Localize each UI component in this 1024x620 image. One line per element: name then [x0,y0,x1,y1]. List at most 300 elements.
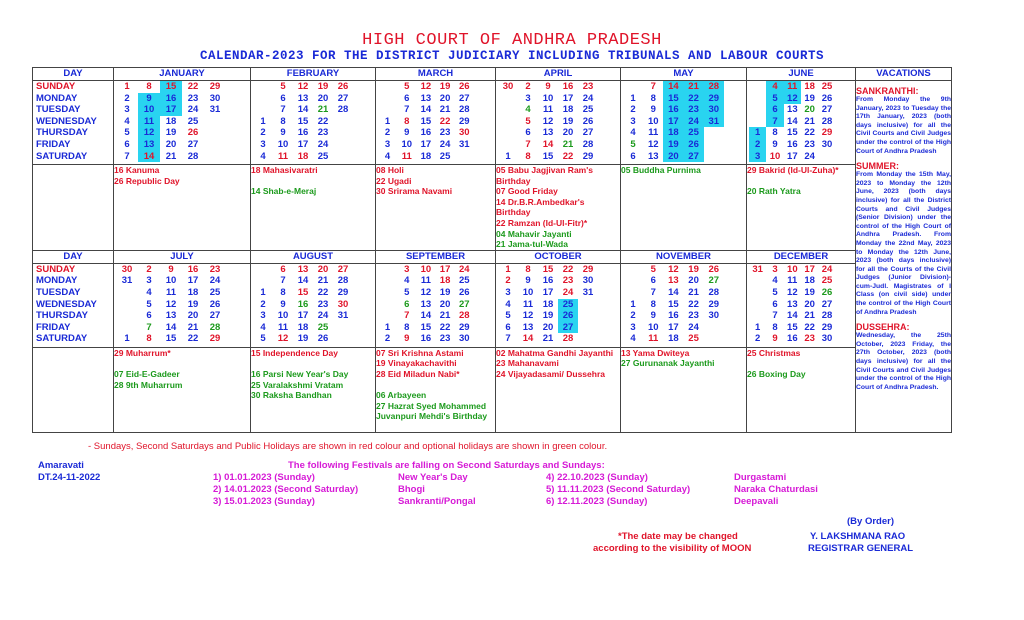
vacations-panel [856,81,952,433]
date-cell [498,127,518,139]
date-cell: 18 [297,321,309,333]
date-cell: 16 [187,263,199,275]
date-cell: 19 [165,127,177,139]
date-cell: 30 [704,104,724,116]
date-cell: 20 [804,298,815,310]
holiday-entry: 23 Mahanavami [496,358,559,369]
date-cell: 17 [297,138,309,150]
date-cell: 5 [766,93,783,105]
holiday-entry: 27 Gurunanak Jayanthi [621,358,715,369]
date-cell [749,116,766,128]
date-cell: 22 [187,333,199,345]
date-cell: 17 [668,321,679,333]
date-cell: 24 [458,263,470,275]
date-cell: 8 [525,263,531,275]
date-cell: 23 [317,298,329,310]
date-cell: 14 [420,310,432,322]
date-cell: 1 [124,333,130,345]
date-cell: 4 [630,333,636,345]
date-cell: 5 [525,115,531,127]
date-cell: 17 [787,150,798,162]
date-cell [704,139,724,151]
date-cell: 13 [542,127,554,139]
holiday-entry [747,176,855,187]
date-cell: 9 [404,333,410,345]
month-grid [621,81,746,162]
month-name: AUGUST [251,250,376,263]
date-cell: 25 [187,115,199,127]
date-cell: 27 [458,92,470,104]
date-cell: 12 [165,298,177,310]
month-name: MAY [621,68,747,81]
page-title: HIGH COURT OF ANDHRA PRADESH [362,31,662,50]
date-cell: 8 [280,286,286,298]
holiday-entry: 21 Jama-tul-Wada [496,239,568,250]
date-cell: 4 [124,115,130,127]
date-cell: 15 [297,115,309,127]
day-name: MONDAY [36,92,78,104]
date-cell [498,139,518,151]
date-cell: 7 [404,310,410,322]
date-cell: 29 [704,93,724,105]
date-cell: 26 [317,333,329,345]
holiday-entry [251,176,375,187]
date-cell: 7 [650,286,656,298]
festival-date: 3) 15.01.2023 (Sunday) [213,496,315,507]
vacation-heading: SANKRANTHI: [856,86,919,96]
holiday-entry: 14 Dr.B.R.Ambedkar's Birthday [496,196,585,218]
date-cell: 1 [260,115,266,127]
date-cell: 19 [804,286,815,298]
date-cell: 9 [772,333,778,345]
day-name: SATURDAY [36,150,88,162]
date-cell: 9 [404,127,410,139]
date-cell: 10 [769,150,781,162]
date-cell [204,116,226,128]
date-cell: 11 [277,321,289,333]
date-cell: 31 [704,116,724,128]
date-cell: 11 [420,275,431,287]
signatory: Y. LAKSHMANA RAO [810,531,906,542]
festival-date: 2) 14.01.2023 (Second Saturday) [213,484,359,495]
date-cell: 31 [121,275,133,287]
date-cell: 25 [683,127,703,139]
date-cell: 5 [505,310,511,322]
holiday-entry: 29 Muharrum* [114,347,171,358]
date-cell: 28 [821,115,833,127]
date-cell: 28 [821,310,833,322]
date-cell: 14 [420,104,432,116]
date-cell [333,127,353,139]
festival-date: 6) 12.11.2023 (Sunday) [546,496,648,507]
date-cell: 25 [821,275,833,287]
date-cell: 8 [650,92,656,104]
date-cell: 21 [187,321,199,333]
date-cell: 1 [505,263,511,275]
holiday-entry: 13 Yama Dwiteya [621,347,690,358]
date-cell: 23 [688,310,699,322]
date-cell: 12 [138,127,160,139]
date-cell: 23 [683,104,703,116]
date-cell: 15 [420,115,432,127]
month-grid [114,264,250,345]
date-cell: 4 [260,321,266,333]
date-cell: 7 [650,81,656,92]
date-cell: 12 [420,286,432,298]
date-cell: 14 [297,104,309,116]
holiday-entry [114,358,250,369]
holiday-list [251,347,376,432]
day-header: DAY [33,68,114,81]
date-cell: 15 [787,127,798,139]
holiday-entry: 18 Mahasivaratri [251,165,318,175]
page-subtitle: CALENDAR-2023 FOR THE DISTRICT JUDICIARY INCLUDING TRIBUNALS AND LABOUR COURTS [199,49,825,63]
date-cell: 22 [688,298,699,310]
date-cell: 2 [630,104,636,116]
date-cell: 13 [297,263,309,275]
holiday-entry: 24 Vijayadasami/ Dussehra [496,368,605,379]
date-cell: 17 [542,286,554,298]
holiday-entry: 04 Mahavir Jayanti [496,228,572,239]
date-cell: 27 [821,104,833,116]
date-cell: 10 [647,321,659,333]
date-cell: 14 [522,333,534,345]
festival-name: Sankranti/Pongal [398,496,476,507]
date-cell: 21 [317,104,329,116]
date-cell: 25 [582,104,594,116]
date-cell: 27 [582,127,594,139]
date-cell: 21 [688,286,699,298]
festival-name: Durgastami [734,472,787,483]
holiday-list [496,347,621,432]
date-cell: 7 [404,104,410,116]
date-cell: 16 [663,104,683,116]
date-cell [253,264,273,276]
date-cell: 15 [160,81,182,93]
date-cell [749,93,766,105]
holiday-entry: 26 Boxing Day [747,368,806,379]
date-cell: 22 [683,93,703,105]
date-cell: 5 [146,298,152,310]
holiday-entry: 16 Kanuma [114,165,160,175]
date-cell: 1 [260,286,266,298]
date-cell [578,333,598,345]
date-cell: 9 [650,310,656,322]
date-cell: 30 [458,127,470,139]
date-cell: 6 [650,275,656,287]
date-cell: 22 [439,115,451,127]
festival-name: Naraka Chaturdasi [734,484,818,495]
date-cell: 9 [138,93,160,105]
holiday-entry: 06 Arbayeen [376,390,427,401]
date-cell: 24 [582,92,594,104]
date-cell: 17 [160,104,182,116]
date-cell: 19 [439,286,451,298]
holiday-list [621,347,747,432]
date-cell [818,151,835,163]
date-cell: 4 [260,150,266,162]
date-cell: 25 [821,81,833,92]
date-cell: 18 [542,298,554,310]
date-cell: 5 [404,81,410,92]
date-cell: 24 [317,138,329,150]
day-name: THURSDAY [36,127,88,139]
date-cell: 3 [525,92,531,104]
holiday-entry: 30 Srirama Navami [376,186,453,197]
date-cell: 17 [297,310,309,322]
date-cell [704,322,724,334]
date-cell: 15 [165,333,177,345]
date-cell: 29 [209,333,221,345]
date-cell: 1 [630,92,636,104]
date-cell [498,116,518,128]
date-cell: 5 [630,138,636,150]
date-cell: 15 [542,263,554,275]
date-cell [704,333,724,345]
date-cell: 13 [787,298,798,310]
holiday-list [496,165,621,251]
date-cell: 26 [337,81,349,92]
month-name: JANUARY [114,68,251,81]
date-cell: 16 [562,81,574,92]
date-cell: 28 [704,81,724,93]
date-cell [116,299,138,311]
date-cell: 1 [749,127,766,139]
date-cell: 6 [505,321,511,333]
date-cell: 15 [420,321,432,333]
date-cell: 16 [668,310,679,322]
date-cell: 30 [821,333,833,345]
date-cell: 1 [630,298,636,310]
date-cell: 12 [522,310,534,322]
date-cell: 30 [708,310,720,322]
date-cell: 5 [280,81,286,92]
date-cell: 22 [804,127,815,139]
date-cell: 1 [384,321,391,333]
date-cell: 25 [558,299,578,311]
date-cell: 20 [804,104,815,116]
date-cell: 13 [138,139,160,151]
date-cell: 27 [708,275,720,287]
holiday-entry: 07 Sri Krishna Astami [376,347,464,358]
date-cell [498,104,518,116]
holiday-entry: 29 Bakrid (Id-Ul-Zuha)* [747,165,839,175]
date-cell: 11 [648,333,659,345]
date-cell: 12 [668,263,679,275]
date-cell: 25 [209,286,221,298]
date-cell: 8 [404,115,410,127]
date-cell: 26 [582,115,594,127]
month-grid [114,81,250,162]
date-cell: 11 [277,150,289,162]
date-cell: 11 [138,116,160,128]
date-cell: 25 [317,321,329,333]
date-cell: 26 [209,298,221,310]
date-cell: 6 [630,150,636,162]
date-cell: 29 [582,150,594,162]
month-name: DECEMBER [747,250,856,263]
date-cell: 19 [297,333,309,345]
month-grid [251,264,375,345]
date-cell: 10 [647,115,659,127]
date-cell: 22 [562,150,574,162]
date-cell: 26 [187,127,199,139]
date-cell: 14 [138,151,160,163]
month-name: OCTOBER [496,250,621,263]
day-names-column [33,263,114,347]
date-cell [333,322,353,334]
date-cell [378,275,397,287]
date-cell [333,116,353,128]
date-cell: 4 [146,286,152,298]
date-cell: 30 [209,92,221,104]
date-cell: 2 [260,298,266,310]
date-cell: 5 [772,286,778,298]
date-cell: 13 [668,275,679,287]
date-cell: 17 [187,275,199,287]
day-header: DAY [33,250,114,263]
date-cell: 3 [260,138,266,150]
date-cell: 19 [804,92,815,104]
date-cell: 8 [525,150,531,162]
holiday-entry: 27 Hazrat Syed Mohammed Juvanpuri Mehdi's Birthday [376,400,488,422]
date-cell: 15 [663,93,683,105]
date-cell: 3 [630,115,636,127]
date-cell: 24 [683,116,703,128]
vacations-header: VACATIONS [856,68,952,81]
date-cell [749,299,766,311]
date-cell [455,151,474,163]
date-cell: 12 [420,81,432,92]
date-cell: 27 [209,310,221,322]
month-grid [747,264,855,345]
date-cell: 20 [317,263,329,275]
date-cell: 16 [297,127,309,139]
holiday-entry: 05 Babu Jagjivan Ram's Birthday [496,165,593,186]
date-cell: 2 [384,127,391,139]
date-cell: 10 [277,310,289,322]
date-cell: 30 [121,263,133,275]
date-cell: 7 [280,275,286,287]
holiday-entry: 05 Buddha Purnima [621,165,701,175]
date-cell: 10 [401,138,413,150]
month-name: APRIL [496,68,621,81]
date-cell: 28 [337,104,349,116]
date-cell: 21 [165,150,177,162]
date-cell: 13 [297,92,309,104]
date-cell: 2 [146,263,152,275]
issue-date: DT.24-11-2022 [38,472,101,483]
date-cell: 22 [187,81,199,92]
date-cell: 25 [458,275,470,287]
date-cell: 3 [260,310,266,322]
date-cell: 25 [439,150,451,162]
holiday-list [376,165,496,251]
holiday-entry: 02 Mahatma Gandhi Jayanthi [496,347,614,358]
date-cell: 18 [804,81,815,92]
festival-name: Deepavali [734,496,779,507]
date-cell: 5 [260,333,266,345]
month-name: JULY [114,250,251,263]
date-cell: 16 [297,298,309,310]
date-cell: 19 [187,298,199,310]
date-cell: 21 [439,104,451,116]
date-cell: 18 [663,127,683,139]
festival-name: Bhogi [398,484,425,495]
date-cell [378,93,397,105]
holiday-entry [251,358,375,369]
date-cell: 3 [404,263,410,275]
day-name: SATURDAY [36,333,88,345]
holiday-entry: 19 Vinayakachavithi [376,358,457,369]
date-cell: 6 [124,138,130,150]
date-cell: 9 [280,127,286,139]
date-cell [253,104,273,116]
month-grid [496,81,620,162]
month-name: MARCH [376,68,496,81]
date-cell [749,81,766,93]
date-cell: 10 [522,286,534,298]
day-name: MONDAY [36,275,78,287]
day-name: WEDNESDAY [36,298,97,310]
date-cell: 24 [317,310,329,322]
date-cell: 17 [663,116,683,128]
date-cell [749,310,766,322]
date-cell [253,93,273,105]
date-cell [333,151,353,163]
date-cell: 22 [804,321,815,333]
date-cell: 16 [420,333,432,345]
date-cell: 18 [297,150,309,162]
holiday-entry: 26 Republic Day [114,175,180,186]
date-cell: 6 [766,104,783,116]
date-cell: 19 [663,139,683,151]
holiday-entry: 25 Varalakshmi Vratam [251,379,344,390]
holiday-entry [376,380,495,391]
date-cell: 20 [562,127,574,139]
date-cell: 19 [317,81,329,92]
date-cell: 10 [165,275,177,287]
date-cell: 29 [337,286,349,298]
date-cell: 11 [784,81,801,93]
festival-name: New Year's Day [398,472,468,483]
date-cell: 8 [280,115,286,127]
date-cell [116,322,138,334]
date-cell: 7 [772,310,778,322]
date-cell: 21 [439,310,451,322]
day-names-column [33,81,114,165]
date-cell: 4 [404,275,410,287]
date-cell: 23 [187,92,199,104]
date-cell: 24 [804,150,815,162]
day-name: FRIDAY [36,321,71,333]
date-cell: 27 [337,92,349,104]
date-cell: 6 [525,127,531,139]
date-cell: 2 [505,275,511,287]
festival-date: 5) 11.11.2023 (Second Saturday) [546,484,691,495]
date-cell: 23 [209,263,221,275]
date-cell: 5 [650,263,656,275]
date-cell: 22 [317,286,329,298]
month-grid [496,264,620,345]
date-cell: 16 [787,138,798,150]
date-cell [749,275,766,287]
by-order: (By Order) [847,516,894,527]
vacation-heading: DUSSEHRA: [856,322,910,333]
day-name: WEDNESDAY [36,115,97,127]
moon-note: *The date may be changed [618,531,738,542]
date-cell: 29 [458,321,470,333]
